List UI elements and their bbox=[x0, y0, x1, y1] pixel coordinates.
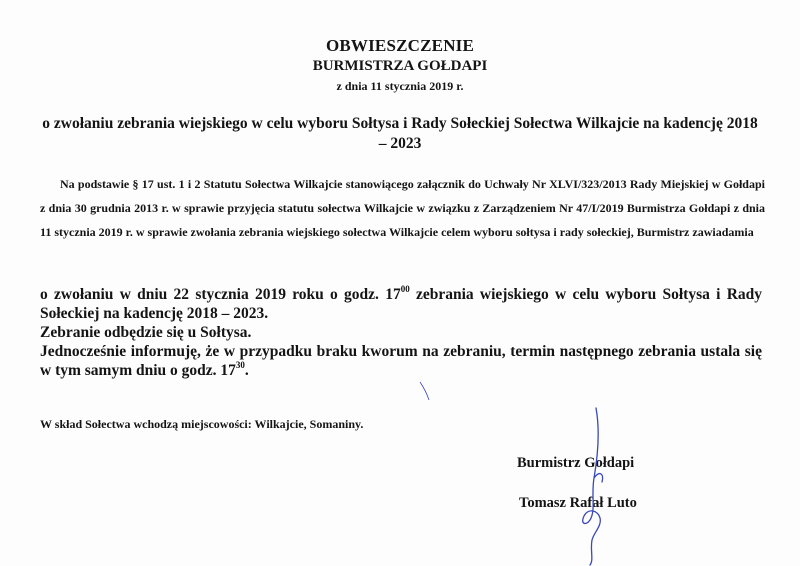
document-date: z dnia 11 stycznia 2019 r. bbox=[336, 79, 464, 93]
document-subject: o zwołaniu zebrania wiejskiego w celu wyboru Sołtysa i Rady Sołeckiej Sołectwa Wilkajcie na kadencję 2018 – 2023 bbox=[42, 115, 758, 152]
quorum-notice: Jednocześnie informuję, że w przypadku braku kworum na zebraniu, termin następnego zebrania ustala się w tym samym dniu o godz. $17^{30}$. bbox=[40, 343, 762, 379]
second-term-minutes: 30 bbox=[235, 359, 245, 370]
handwritten-signature bbox=[560, 400, 630, 566]
meeting-location: Zebranie odbędzie się u Sołtysa. bbox=[40, 324, 252, 341]
signatory-name: Tomasz Rafał Luto bbox=[519, 495, 637, 511]
signatory-role: Burmistrz Gołdapi bbox=[517, 455, 635, 471]
pen-mark bbox=[418, 380, 432, 402]
meeting-time-minutes: 00 bbox=[400, 283, 410, 294]
legal-basis-paragraph: Na podstawie § 17 ust. 1 i 2 Statutu Sołectwa Wilkajcie stanowiącego załącznik do Uchwały Nr XLVI/323/2013 Rady Miejskiej w Gołdapi z dnia 30 grudnia 2013 r. w sprawie przyjęcia statutu sołectwa Wilkajcie w związku z Zarządzeniem Nr 47/I/2019 Burmistrza Gołdapi z dnia 11 stycznia 2019 r. w sprawie zwołania zebrania wiejskiego sołectwa Wilkajcie celem wyboru sołtysa i rady sołeckiej, Burmistrz zawiadamia bbox=[40, 177, 765, 239]
issuing-authority: BURMISTRZA GOŁDAPI bbox=[312, 58, 488, 74]
document-title: OBWIESZCZENIE bbox=[325, 36, 475, 55]
meeting-announcement: o zwołaniu w dniu 22 stycznia 2019 roku o godz. $17^{00}$ zebrania wiejskiego w celu wyboru Sołtysa i Rady Sołeckiej na kadencję 2018 – 2023. bbox=[40, 283, 763, 322]
notice-body bbox=[40, 285, 762, 380]
villages-list: W skład Sołectwa wchodzą miejscowości: Wilkajcie, Somaniny. bbox=[40, 417, 364, 431]
